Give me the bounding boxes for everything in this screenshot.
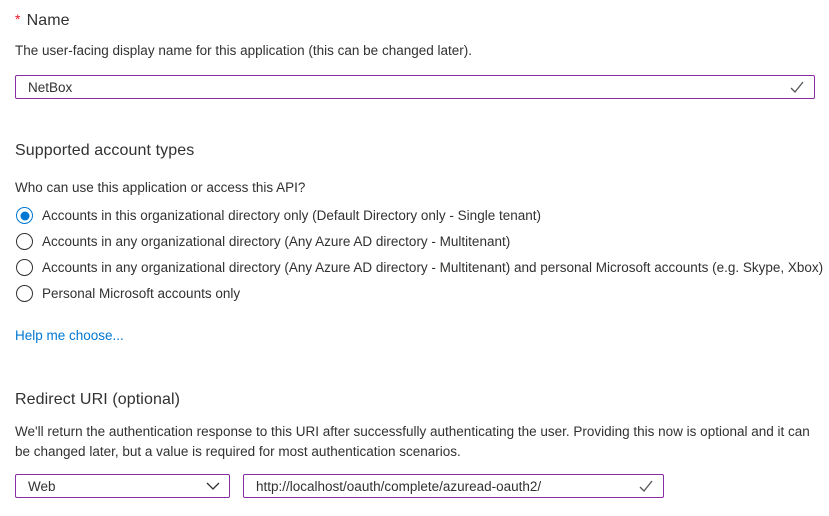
help-me-choose-link[interactable]: Help me choose...	[15, 328, 124, 343]
radio-single-tenant[interactable]	[16, 207, 541, 224]
valid-check-icon	[789, 80, 805, 94]
platform-selected-value: Web	[28, 478, 56, 494]
required-asterisk: *	[15, 11, 21, 27]
redirect-uri-title: Redirect URI (optional)	[15, 391, 181, 408]
chevron-down-icon	[206, 481, 220, 491]
radio-multitenant-personal[interactable]	[16, 259, 823, 276]
valid-check-icon	[638, 479, 654, 493]
account-types-question: Who can use this application or access this API?	[15, 180, 306, 195]
radio-icon[interactable]	[16, 207, 33, 224]
radio-icon[interactable]	[16, 233, 33, 250]
redirect-uri-description: We'll return the authentication response to this URI after successfully authenticating the user. Providing this now is optional and it can be changed later, but a value is required for most authentication scenarios.	[15, 424, 810, 459]
name-title-text: Name	[26, 12, 70, 29]
name-input-field	[15, 75, 815, 99]
name-description: The user-facing display name for this application (this can be changed later).	[15, 43, 472, 58]
radio-label: Accounts in any organizational directory (Any Azure AD directory - Multitenant)	[42, 234, 511, 249]
radio-label: Accounts in any organizational directory (Any Azure AD directory - Multitenant) and personal Microsoft accounts (e.g. Skype, Xbox)	[42, 260, 824, 275]
name-section-title	[15, 11, 70, 30]
platform-select[interactable]	[15, 474, 230, 498]
redirect-uri-field	[243, 474, 664, 498]
radio-personal-only[interactable]	[16, 285, 240, 302]
radio-multitenant[interactable]	[16, 233, 510, 250]
radio-icon[interactable]	[16, 259, 33, 276]
name-input[interactable]	[16, 76, 789, 98]
radio-icon[interactable]	[16, 285, 33, 302]
radio-label: Accounts in this organizational directory only (Default Directory only - Single tenant)	[42, 208, 541, 223]
radio-label: Personal Microsoft accounts only	[42, 286, 241, 301]
account-types-title: Supported account types	[15, 142, 195, 159]
redirect-uri-input[interactable]	[244, 475, 638, 497]
